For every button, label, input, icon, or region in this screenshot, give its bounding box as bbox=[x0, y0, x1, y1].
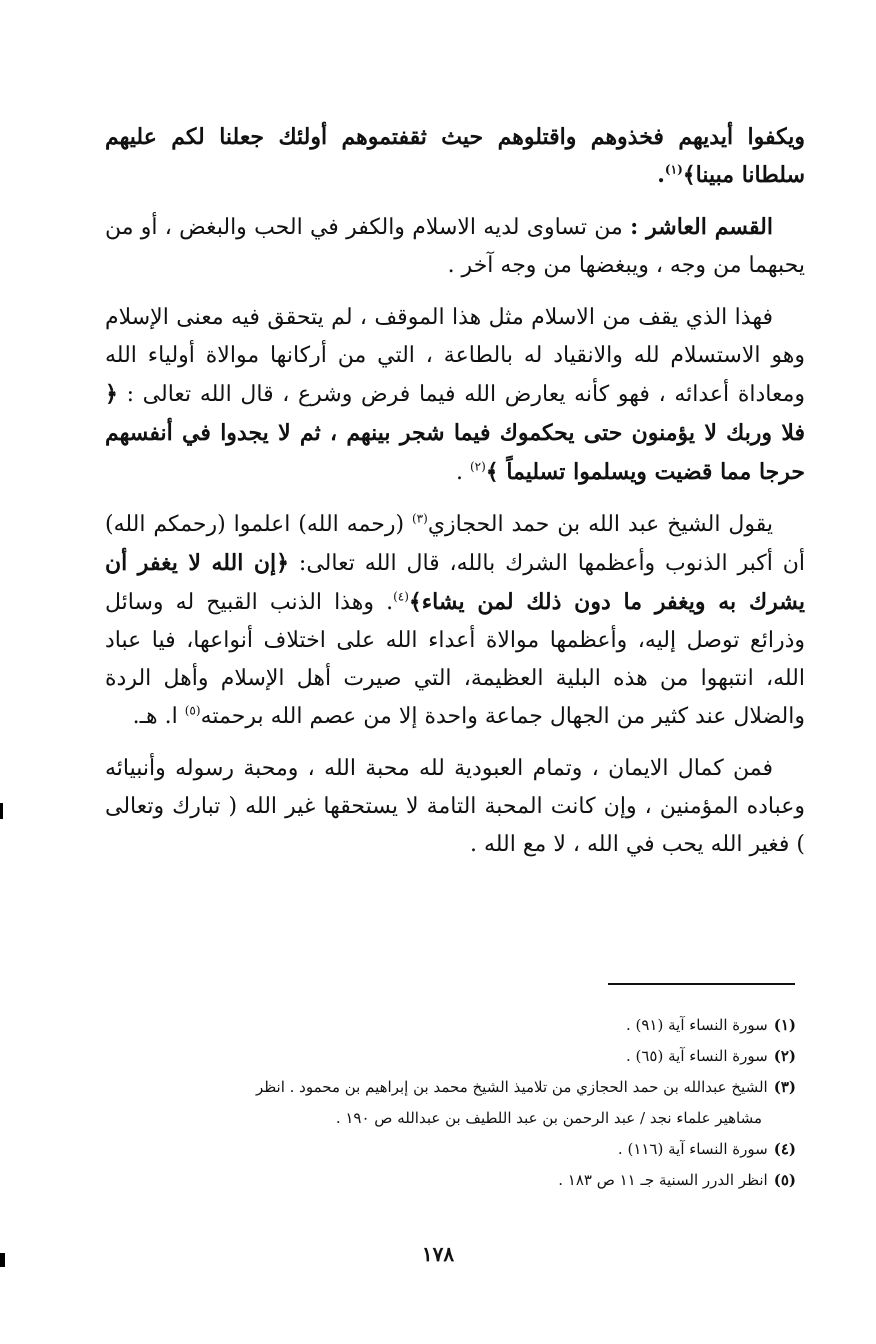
paragraph-three bbox=[105, 506, 805, 736]
footnote-4 bbox=[100, 1134, 796, 1165]
footnote-3-text: الشيخ عبدالله بن حمد الحجازي من تلاميذ الشيخ محمد بن إبراهيم بن محمود . انظر bbox=[255, 1078, 768, 1096]
footnote-5-text: انظر الدرر السنية جـ ١١ ص ١٨٣ . bbox=[558, 1171, 768, 1189]
footnote-1-text: سورة النساء آية (٩١) . bbox=[625, 1016, 768, 1034]
footnote-3-continuation-text: مشاهير علماء نجد / عبد الرحمن بن عبد اللطيف بن عبدالله ص ١٩٠ . bbox=[335, 1109, 762, 1127]
quran-continuation: ويكفوا أيديهم فخذوهم واقتلوهم حيث ثقفتموهم أولئك جعلنا لكم عليهم سلطانا مبينا﴾$^{(١)}$. bbox=[105, 124, 805, 188]
paragraph-two-text: فهذا الذي يقف من الاسلام مثل هذا الموقف ، لم يتحقق فيه معنى الإسلام وهو الاستسلام لله والانقياد له بالطاعة ، التي من أركانها موالاة أولياء الله ومعاداة أعدائه ، فهو كأنه يعارض الله فيما فرض وشرع ، قال الله تعالى : bbox=[105, 305, 805, 407]
footnote-4-text: سورة النساء آية (١١٦) . bbox=[617, 1140, 768, 1158]
page-number: ١٧٨ bbox=[421, 1242, 455, 1266]
quran-continuation-text: ويكفوا أيديهم فخذوهم واقتلوهم حيث ثقفتموهم أولئك جعلنا لكم عليهم سلطانا مبينا﴾ bbox=[105, 124, 805, 188]
paragraph-four bbox=[105, 750, 805, 864]
footnote-ref-2: (٢) bbox=[469, 459, 486, 474]
scan-edge-mark-upper bbox=[0, 803, 3, 819]
footnote-ref-4: (٤) bbox=[393, 589, 409, 604]
footnote-1-number: (١) bbox=[773, 1016, 796, 1034]
footnote-5-number: (٥) bbox=[773, 1171, 796, 1189]
footnote-2-number: (٢) bbox=[773, 1047, 796, 1065]
paragraph-four-text: فمن كمال الايمان ، وتمام العبودية لله محبة الله ، ومحبة رسوله وأنبيائه وعباده المؤمنين ، وإن كانت المحبة التامة لا يستحقها غير الله ( تبارك وتعالى ) فغير الله يحب في الله ، لا مع الله . bbox=[105, 756, 805, 857]
section-ten-text: من تساوى لديه الاسلام والكفر في الحب والبغض ، أو من يحبهما من وجه ، ويبغضها من وجه آخر . bbox=[105, 215, 805, 278]
footnote-4-number: (٤) bbox=[773, 1140, 796, 1158]
footnote-3 bbox=[100, 1072, 796, 1103]
footnote-1 bbox=[100, 1010, 796, 1041]
paragraph-three-quran: ﴿إن الله لا يغفر أن يشرك به ويغفر ما دون ذلك لمن يشاء﴾ bbox=[105, 550, 805, 615]
paragraph-three-text-2: (رحمه الله) اعلموا (رحمكم الله) أن أكبر الذنوب وأعظمها الشرك بالله، قال الله تعالى: bbox=[105, 512, 806, 576]
paragraph-two bbox=[105, 299, 805, 492]
paragraph-three-text-3: . وهذا الذنب القبيح له وسائل وذرائع توصل إليه، وأعظمها موالاة أعداء الله على اختلاف أنواعها، فيا عباد الله، انتبهوا من هذه البلية العظيمة، التي صيرت أهل الإسلام وأهل الردة والضلال عند كثير من الجهال جماعة واحدة إلا من عصم الله برحمته bbox=[105, 590, 805, 729]
footnote-ref-1: (١) bbox=[664, 162, 683, 177]
page-body bbox=[105, 118, 805, 878]
paragraph-two-end: . bbox=[455, 460, 470, 485]
paragraph-three-text-4: ا. هـ. bbox=[132, 704, 185, 729]
footnote-2-text: سورة النساء آية (٦٥) . bbox=[625, 1047, 768, 1065]
paragraph-two-quran: ﴿ فلا وربك لا يؤمنون حتى يحكموك فيما شجر بينهم ، ثم لا يجدوا في أنفسهم حرجا مما قضيت ويسلموا تسليماً ﴾ bbox=[105, 381, 805, 485]
footnote-3-continuation bbox=[100, 1103, 796, 1134]
section-ten-paragraph bbox=[105, 208, 805, 285]
scan-edge-mark-lower bbox=[0, 1253, 5, 1267]
footnote-5 bbox=[100, 1165, 796, 1196]
footnote-2 bbox=[100, 1041, 796, 1072]
footnote-ref-3: (٣) bbox=[411, 511, 428, 526]
paragraph-three-text-1: يقول الشيخ عبد الله بن حمد الحجازي bbox=[427, 512, 773, 537]
footnote-3-number: (٣) bbox=[773, 1078, 796, 1096]
footnotes bbox=[100, 1010, 796, 1196]
footnote-ref-5: (٥) bbox=[184, 703, 201, 718]
section-ten-heading: القسم العاشر : bbox=[630, 214, 773, 240]
footnote-divider bbox=[608, 983, 795, 985]
